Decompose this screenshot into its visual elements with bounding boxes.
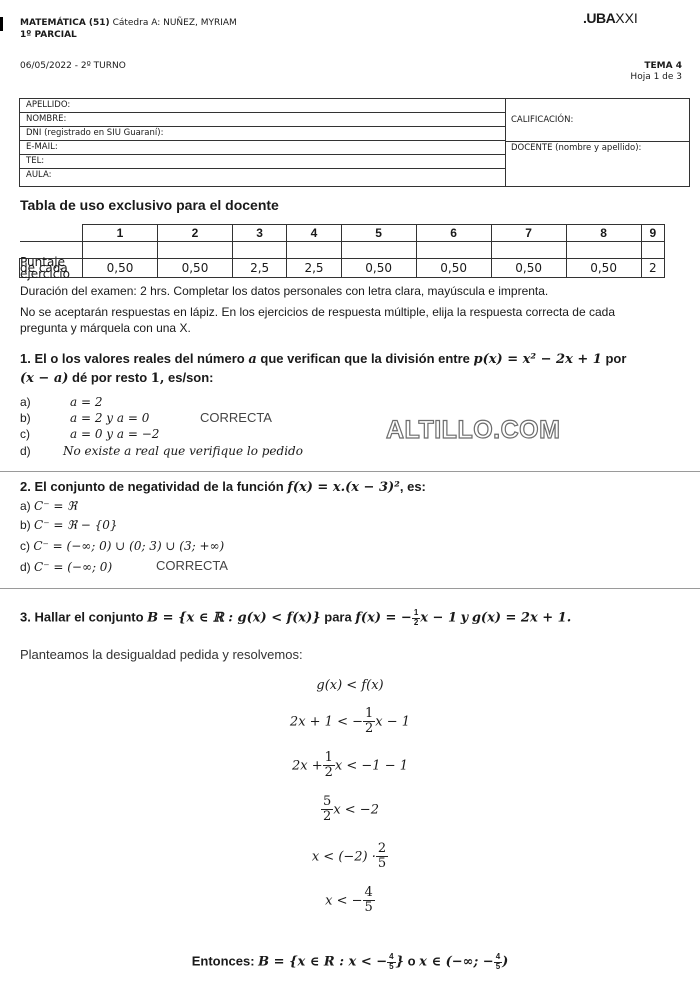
option-expr: C⁻ = (−∞; 0) ∪ (0; 3) ∪ (3; +∞): [33, 539, 225, 553]
chair-name: Cátedra A: NUÑEZ, MYRIAM: [112, 18, 237, 28]
correct-mark: CORRECTA: [156, 558, 228, 573]
q3-conclusion: [0, 953, 700, 972]
score-cell: 0,50: [83, 259, 158, 278]
q3-f: f(x) = −: [355, 610, 412, 626]
step-6: [0, 886, 700, 916]
separator: [0, 588, 700, 589]
option-letter: b): [20, 411, 31, 425]
option-letter: b): [20, 518, 31, 532]
grade-cell[interactable]: [566, 242, 641, 259]
numerator: 4: [364, 885, 373, 900]
denominator: 2: [413, 617, 419, 627]
score-cell: 0,50: [341, 259, 416, 278]
fraction: [321, 795, 333, 825]
field-email[interactable]: E-MAIL:: [20, 141, 505, 155]
fraction: [412, 609, 420, 628]
col-header: 7: [491, 225, 566, 242]
score-row: [20, 259, 665, 278]
option-letter: a): [20, 395, 31, 409]
field-nombre[interactable]: NOMBRE:: [20, 113, 505, 127]
step-4: [0, 795, 700, 825]
grade-cell[interactable]: [232, 242, 286, 259]
denominator: 5: [364, 900, 373, 916]
q3-text: 3. Hallar el conjunto: [20, 609, 144, 625]
final-interval: ): [502, 954, 509, 970]
numerator: 4: [389, 952, 394, 961]
conclusion-or: o: [407, 953, 416, 969]
score-row-label: Puntaje de cada ejercicio: [20, 259, 83, 278]
option-letter: d): [20, 444, 31, 458]
numerator: 4: [495, 952, 501, 961]
option-letter: c): [20, 427, 30, 441]
grade-cell[interactable]: [83, 242, 158, 259]
score-cell: 2,5: [287, 259, 341, 278]
calificacion-label: CALIFICACIÓN:: [511, 115, 574, 125]
exam-date: 06/05/2022 - 2º TURNO: [20, 61, 126, 71]
step-expr: x < (−2) ·: [311, 849, 376, 865]
col-header: 4: [287, 225, 341, 242]
q1-text: 1. El o los valores reales del número: [20, 351, 245, 366]
score-cell: 0,50: [416, 259, 491, 278]
conclusion-label: Entonces:: [191, 953, 255, 969]
personal-data-box: [19, 98, 690, 187]
q2-option-b[interactable]: [20, 518, 118, 532]
q1-option-d-expr: No existe a real que verifique lo pedido: [63, 444, 303, 458]
step-expr: g(x) < f(x): [316, 678, 384, 693]
q1-rest: 1,: [150, 371, 165, 386]
q1-text: dé por resto: [72, 370, 148, 385]
grade-entry-row: [20, 242, 665, 259]
separator: [0, 471, 700, 472]
col-header: 1: [83, 225, 158, 242]
q1-divisor: (x − a): [20, 371, 69, 386]
option-expr: C⁻ = ℜ − {0}: [34, 518, 118, 532]
fraction: [387, 953, 395, 972]
q3-text: y: [460, 610, 469, 626]
logo-suffix: XXI: [615, 10, 638, 26]
denominator: 5: [495, 961, 501, 971]
empty-corner: [20, 225, 83, 242]
fraction: [323, 751, 335, 781]
correct-mark: CORRECTA: [200, 410, 272, 425]
q1-statement: [20, 350, 680, 388]
score-cell: 0,50: [491, 259, 566, 278]
score-cell: 2: [641, 259, 664, 278]
q1-option-d[interactable]: [20, 444, 31, 458]
course-line: [20, 18, 237, 28]
option-letter: c): [20, 539, 30, 553]
field-apellido[interactable]: APELLIDO:: [20, 99, 505, 113]
numerator: 5: [323, 794, 332, 809]
numerator: 1: [365, 706, 374, 721]
q3-f: x − 1: [420, 610, 458, 626]
col-header: 2: [157, 225, 232, 242]
field-aula[interactable]: AULA:: [26, 170, 52, 180]
col-header: 6: [416, 225, 491, 242]
step-3: [0, 751, 700, 781]
duration-note: Duración del examen: 2 hrs. Completar los datos personales con letra clara, mayúscula e imprenta.: [20, 284, 549, 298]
theme-label: TEMA 4: [644, 61, 682, 71]
watermark: ALTILLO.COM: [386, 416, 561, 444]
pencil-note: No se aceptarán respuestas en lápiz. En los ejercicios de respuesta múltiple, elija la respuesta correcta de cada pregunta y márquela con una X.: [20, 305, 615, 335]
step-1: [0, 678, 700, 693]
q3-statement: [20, 609, 571, 628]
logo-main: .UBA: [583, 10, 616, 26]
q2-statement: [20, 479, 426, 495]
q1-option-c-expr: a = 0 y a = −2: [70, 427, 160, 441]
step-expr: x < −: [325, 893, 363, 909]
col-header: 8: [566, 225, 641, 242]
step-expr: 2x +: [291, 758, 323, 774]
step-2: [0, 707, 700, 737]
final-set: B = {x ∈ R : x < −: [258, 954, 388, 970]
denominator: 2: [365, 721, 374, 737]
q1-text: que verifican que la división entre: [260, 351, 470, 366]
q1-option-b[interactable]: [20, 411, 31, 425]
q3-set: B = {x ∈ ℝ : g(x) < f(x)}: [147, 610, 321, 626]
field-dni[interactable]: DNI (registrado en SIU Guaraní):: [20, 127, 505, 141]
docente-label: DOCENTE (nombre y apellido):: [511, 143, 642, 153]
uba-logo: [583, 10, 638, 26]
course-name: MATEMÁTICA (51): [20, 18, 110, 28]
fraction: [376, 842, 388, 872]
col-header: 5: [341, 225, 416, 242]
grade-cell[interactable]: [491, 242, 566, 259]
option-expr: C⁻ = ℜ: [34, 499, 77, 513]
grade-cell[interactable]: [157, 242, 232, 259]
denominator: 2: [323, 809, 332, 825]
grade-cell[interactable]: [287, 242, 341, 259]
q1-text: es/son:: [168, 370, 214, 385]
score-cell: 0,50: [157, 259, 232, 278]
q1-var: a: [248, 352, 257, 367]
denominator: 5: [377, 856, 387, 872]
grade-cell[interactable]: [416, 242, 491, 259]
numerator: 2: [377, 841, 387, 856]
q1-option-c[interactable]: [20, 427, 30, 441]
q2-func: f(x) = x.(x − 3)²: [287, 480, 400, 495]
q1-option-a-expr: a = 2: [70, 395, 103, 409]
score-cell: 2,5: [232, 259, 286, 278]
q1-text: por: [605, 351, 627, 366]
col-header: 9: [641, 225, 664, 242]
numerator: 1: [413, 608, 419, 617]
q2-option-d[interactable]: [20, 560, 112, 574]
col-header: 3: [232, 225, 286, 242]
q2-text: 2. El conjunto de negatividad de la función: [20, 479, 284, 494]
q2-text: , es:: [399, 479, 426, 494]
q2-option-c[interactable]: [20, 539, 224, 553]
field-tel[interactable]: TEL:: [20, 155, 505, 169]
q3-g: g(x) = 2x + 1.: [471, 610, 572, 626]
divider: [505, 141, 689, 142]
sheet-label: Hoja 1 de 3: [630, 72, 682, 82]
left-margin-mark: [0, 17, 3, 31]
q3-intro: Planteamos la desigualdad pedida y resolvemos:: [20, 647, 303, 662]
option-expr: C⁻ = (−∞; 0): [34, 560, 113, 574]
q1-poly: p(x) = x² − 2x + 1: [473, 352, 602, 367]
numerator: 1: [324, 750, 333, 765]
table-header-row: [20, 225, 665, 242]
grading-title: Tabla de uso exclusivo para el docente: [20, 197, 279, 213]
denominator: 2: [324, 765, 333, 781]
step-expr: 2x + 1 < −: [289, 714, 364, 730]
option-letter: d): [20, 560, 31, 574]
option-letter: a): [20, 499, 31, 513]
q1-option-a[interactable]: [20, 395, 31, 409]
step-expr: x < −1 − 1: [334, 758, 408, 774]
q1-option-b-expr: a = 2 y a = 0: [70, 411, 150, 425]
final-set: }: [395, 954, 404, 970]
grade-cell[interactable]: [641, 242, 664, 259]
denominator: 5: [389, 961, 394, 971]
q3-text: para: [324, 609, 352, 625]
score-cell: 0,50: [566, 259, 641, 278]
step-expr: x − 1: [375, 714, 411, 730]
grade-cell[interactable]: [341, 242, 416, 259]
step-expr: x < −2: [333, 802, 379, 818]
q2-option-a[interactable]: [20, 499, 77, 513]
grading-table: [19, 224, 665, 281]
step-5: [0, 842, 700, 872]
fraction: [363, 707, 375, 737]
final-interval: x ∈ (−∞; −: [419, 954, 494, 970]
exam-name: 1º PARCIAL: [20, 30, 77, 40]
divider: [505, 99, 506, 186]
fraction: [494, 953, 502, 972]
fraction: [363, 886, 375, 916]
